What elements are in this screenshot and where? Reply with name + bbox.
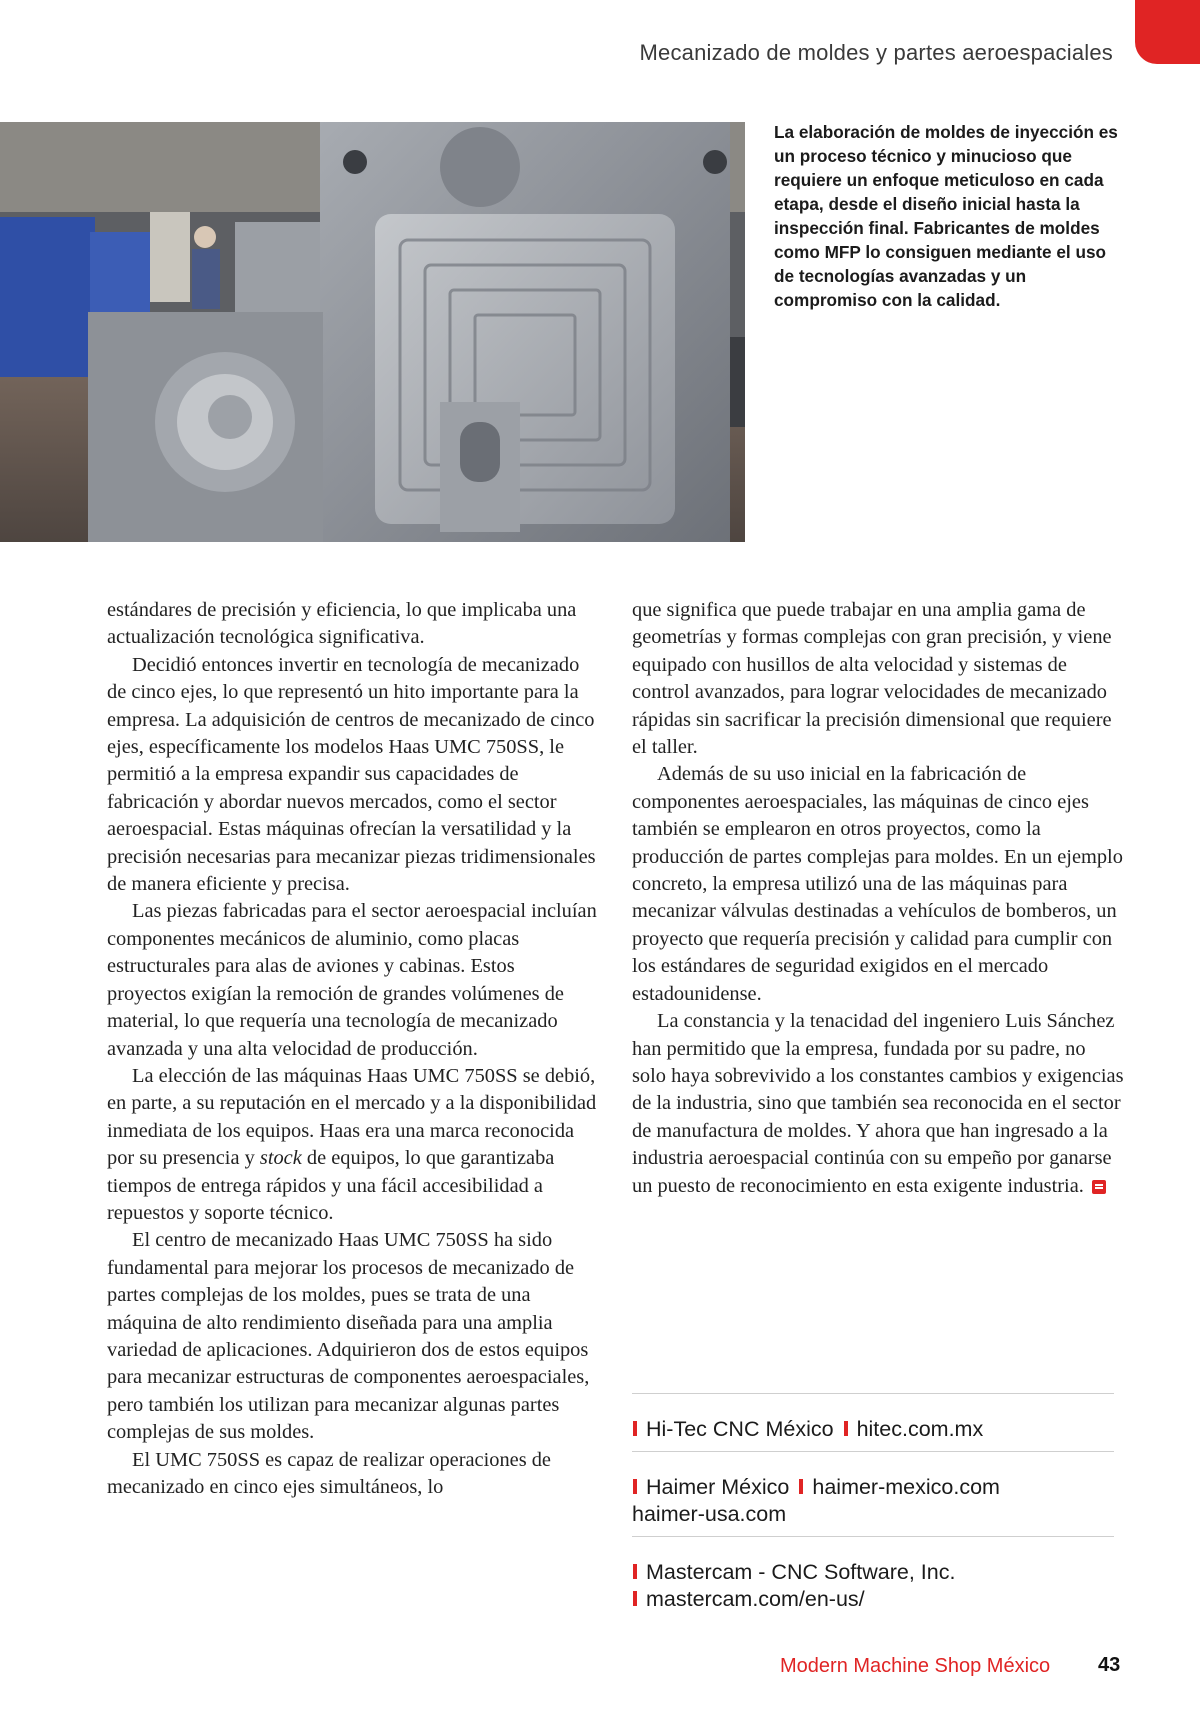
publication-name: Modern Machine Shop México (780, 1655, 1051, 1677)
paragraph: Además de su uso inicial en la fabricación de componentes aeroespaciales, las máquinas de cinco ejes también se emplearon en otros proyectos, como la producción de partes complejas para moldes. En un ejemplo concreto, la empresa utilizó una de las máquinas para mecanizar válvulas destinadas a vehículos de bomberos, un proyecto que requería precisión y calidad para cumplir con los estándares de seguridad exigidos en el mercado estadounidense. (632, 763, 1123, 1005)
paragraph: Decidió entonces invertir en tecnología de mecanizado de cinco ejes, lo que representó un hito importante para la empresa. La adquisición de centros de mecanizado de cinco ejes, específicamente los modelos Haas UMC 750SS, le permitió a la empresa expandir sus capacidades de fabricación y abordar nuevos mercados, como el sector aeroespacial. Estas máquinas ofrecían la versatilidad y la precisión necesarias para mecanizar piezas tridimensionales de manera eficiente y precisa. (107, 653, 596, 896)
italic-term: stock (259, 1147, 302, 1170)
photo-caption: La elaboración de moldes de inyección es un proceso técnico y minucioso que requiere un enfoque meticuloso en cada etapa, desde el diseño inicial hasta la inspección final. Fabricantes de moldes como MFP lo consiguen mediante el uso de tecnologías avanzadas y un compromiso con la calidad. (774, 122, 1118, 310)
company-name: Mastercam - CNC Software, Inc. (646, 1560, 956, 1584)
section-tab (1135, 0, 1200, 64)
link-group-haimer (632, 1451, 1114, 1536)
mold-photo (0, 122, 745, 542)
bullet-bar (633, 1479, 637, 1494)
paragraph: Las piezas fabricadas para el sector aeroespacial incluían componentes mecánicos de aluminio, como placas estructurales para alas de aviones y cabinas. Estos proyectos exigían la remoción de grandes volúmenes de material, lo que requería una tecnología de mecanizado avanzada y una alta velocidad de producción. (107, 900, 597, 1060)
separator-bar (844, 1421, 848, 1436)
bullet-bar (633, 1591, 637, 1606)
paragraph: estándares de precisión y eficiencia, lo que implicaba una actualización tecnológica significativa. (107, 599, 577, 649)
page-number: 43 (1098, 1654, 1121, 1676)
text-run: de equipos, lo que garantizaba tiempos de entrega rápidos y una fácil accesibilidad a repuestos y soporte técnico. (107, 1147, 555, 1224)
bullet-bar (633, 1564, 637, 1579)
company-url[interactable]: mastercam.com/en-us/ (646, 1587, 865, 1611)
section-title: Mecanizado de moldes y partes aeroespaciales (639, 40, 1113, 65)
paragraph: El UMC 750SS es capaz de realizar operaciones de mecanizado en cinco ejes simultáneos, lo (107, 1448, 551, 1498)
company-url[interactable]: hitec.com.mx (856, 1417, 984, 1441)
paragraph (632, 1008, 1124, 1200)
company-url[interactable]: haimer-mexico.com (812, 1475, 1000, 1499)
paragraph: que significa que puede trabajar en una amplia gama de geometrías y formas complejas con gran precisión, y viene equipado con husillos de alta velocidad y sistemas de control avanzados, para lograr velocidades de mecanizado rápidas sin sacrificar la precisión dimensional que requiere el taller. (632, 599, 1112, 759)
left-column (107, 597, 599, 1501)
separator-bar (799, 1479, 803, 1494)
company-name: Hi-Tec CNC México (646, 1417, 834, 1441)
link-group-mastercam (632, 1536, 1114, 1621)
link-group-hitec (632, 1393, 1114, 1451)
bullet-bar (633, 1421, 637, 1436)
paragraph (107, 1063, 599, 1227)
source-links (632, 1393, 1114, 1621)
right-column (632, 597, 1124, 1200)
text-run: La elección de las máquinas Haas UMC 750SS se debió, en parte, a su reputación en el mercado y a la disponibilidad inmediata de los equipos. Haas era una marca reconocida por su presencia y (107, 1064, 597, 1170)
paragraph: El centro de mecanizado Haas UMC 750SS ha sido fundamental para mejorar los procesos de mecanizado de partes complejas de los moldes, pues se trata de una máquina de alto rendimiento diseñada para una amplia variedad de aplicaciones. Adquirieron dos de estos equipos para mecanizar estructuras de componentes aeroespaciales, pero también los utilizan para mecanizar algunas partes complejas de sus moldes. (107, 1229, 590, 1444)
company-name: Haimer México (646, 1475, 790, 1499)
end-of-article-icon (1092, 1180, 1106, 1194)
company-url[interactable]: haimer-usa.com (632, 1502, 787, 1526)
text-run: La constancia y la tenacidad del ingeniero Luis Sánchez han permitido que la empresa, fundada por su padre, no solo haya sobrevivido a los constantes cambios y exigencias de la industria, sino que también sea reconocida en el sector de manufactura de moldes. Y ahora que han ingresado a la industria aeroespacial continúa con su empeño por ganarse un puesto de reconocimiento en esta exigente industria. (632, 1010, 1124, 1197)
